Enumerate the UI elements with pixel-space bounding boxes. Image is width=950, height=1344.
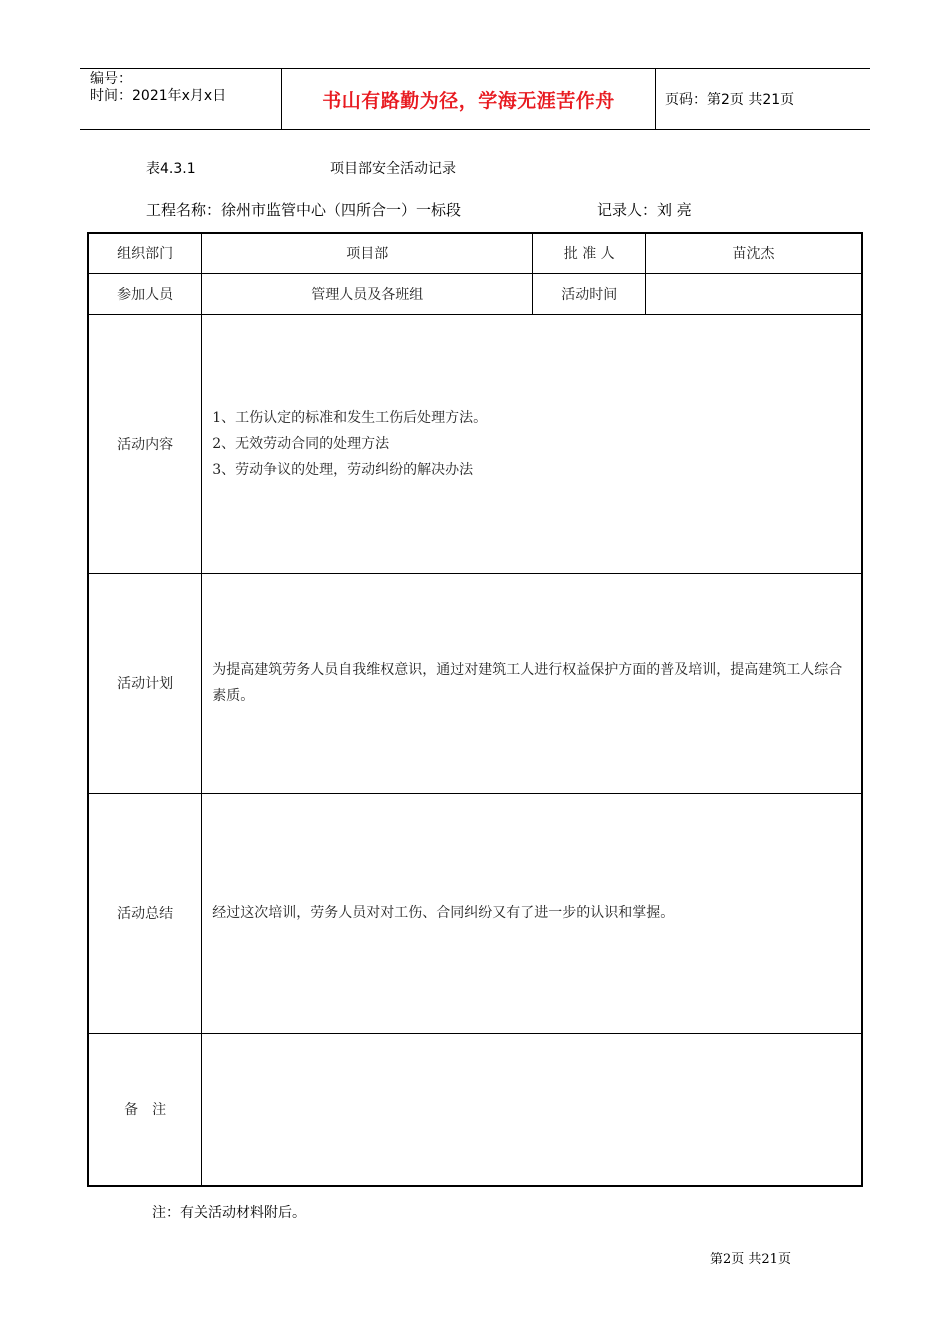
table-row bbox=[88, 793, 862, 1033]
content-label: 活动内容 bbox=[88, 314, 202, 573]
plan-cell bbox=[202, 573, 862, 793]
table-row bbox=[88, 1033, 862, 1186]
content-line: 2、无效劳动合同的处理方法 bbox=[212, 435, 390, 452]
table-row bbox=[88, 233, 862, 273]
time-text: 时间：2021年x月x日 bbox=[90, 88, 227, 104]
footer-page-number: 第2页 共21页 bbox=[710, 1252, 791, 1267]
summary-cell bbox=[202, 793, 862, 1033]
header-motto: 书山有路勤为径，学海无涯苦作舟 bbox=[322, 89, 615, 112]
org-label: 组织部门 bbox=[88, 233, 202, 273]
participants-value: 管理人员及各班组 bbox=[202, 273, 533, 314]
approver-value: 苗沈杰 bbox=[646, 233, 862, 273]
serial-label: 编号： bbox=[90, 71, 132, 87]
form-title: 项目部安全活动记录 bbox=[330, 161, 456, 177]
table-row bbox=[88, 273, 862, 314]
approver-label: 批 准 人 bbox=[533, 233, 646, 273]
plan-text: 为提高建筑劳务人员自我维权意识，通过对建筑工人进行权益保护方面的普及培训，提高建筑工人综合素质。 bbox=[212, 662, 843, 704]
time-value bbox=[646, 273, 862, 314]
content-line: 1、工伤认定的标准和发生工伤后处理方法。 bbox=[212, 409, 488, 426]
time-label: 活动时间 bbox=[533, 273, 646, 314]
header-divider bbox=[655, 69, 656, 129]
remarks-cell bbox=[202, 1033, 862, 1186]
plan-label: 活动计划 bbox=[88, 573, 202, 793]
table-row bbox=[88, 314, 862, 573]
org-value: 项目部 bbox=[202, 233, 533, 273]
table-row bbox=[88, 573, 862, 793]
project-name: 工程名称：徐州市监管中心（四所合一）一标段 bbox=[146, 201, 462, 219]
header-page-number: 页码：第2页 共21页 bbox=[665, 92, 795, 108]
summary-text: 经过这次培训，劳务人员对对工伤、合同纠纷又有了进一步的认识和掌握。 bbox=[212, 905, 675, 921]
recorder: 记录人：刘 亮 bbox=[597, 201, 692, 219]
participants-label: 参加人员 bbox=[88, 273, 202, 314]
table-number: 表4.3.1 bbox=[146, 161, 196, 177]
content-cell bbox=[202, 314, 862, 573]
summary-label: 活动总结 bbox=[88, 793, 202, 1033]
activity-record-table bbox=[87, 232, 863, 1187]
header-meta bbox=[90, 71, 226, 105]
table-note: 注：有关活动材料附后。 bbox=[152, 1205, 306, 1221]
page-header bbox=[80, 68, 870, 130]
content-line: 3、劳动争议的处理，劳动纠纷的解决办法 bbox=[212, 461, 474, 478]
remarks-label: 备 注 bbox=[88, 1033, 202, 1186]
